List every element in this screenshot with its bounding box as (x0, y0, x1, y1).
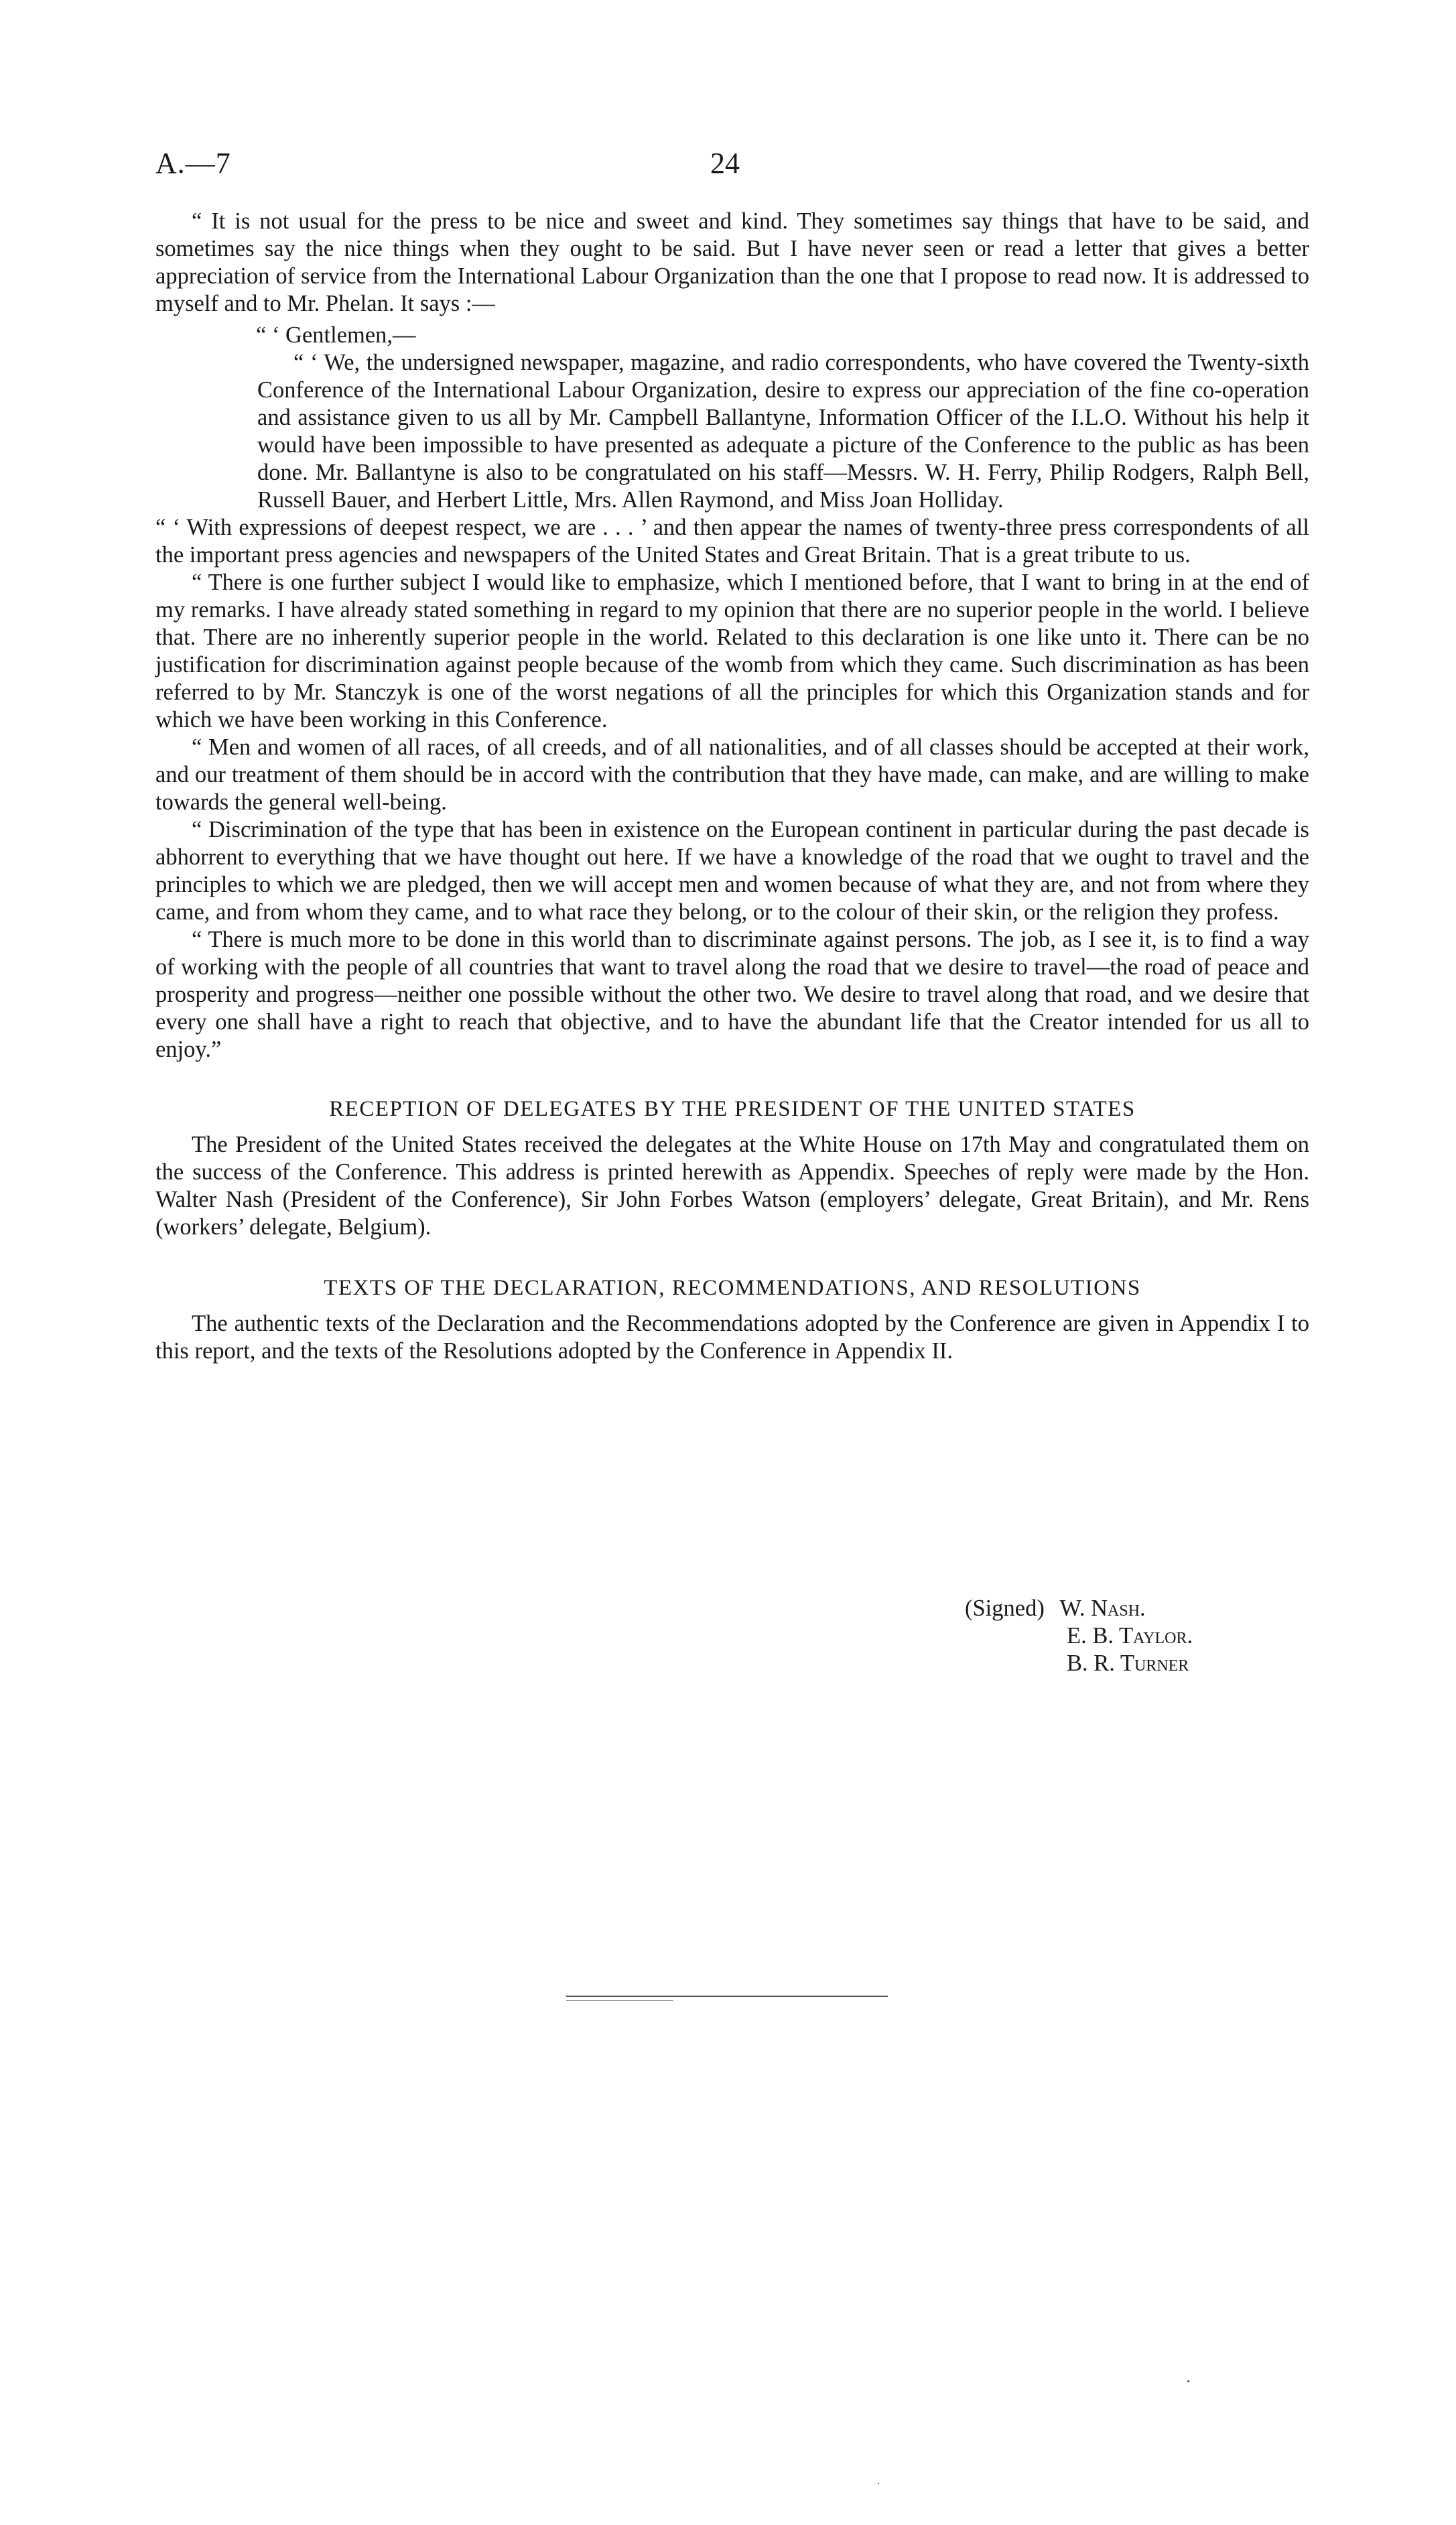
section-heading-texts: TEXTS OF THE DECLARATION, RECOMMENDATIONS, AND RESOLUTIONS (324, 1276, 1141, 1300)
paragraph-texts: The authentic texts of the Declaration and the Recommendations adopted by the Conference are given in Appendix I to this report, and the texts of the Resolutions adopted by the Conference in Appendix II. (155, 1311, 1309, 1364)
end-rule (566, 1996, 888, 1997)
quoted-letter: “ ‘ We, the undersigned newspaper, magazine, and radio correspondents, who have covered the Twenty-sixth Conference of the International Labour Organization, desire to express our appreciation of the fine co-operation and assistance given to us all by Mr. Campbell Ballantyne, Information Officer of the I.L.O. Without his help it would have been impossible to have presented as adequate a picture of the Conference to the public as has been done. Mr. Ballantyne is also to be congratulated on his staff—Messrs. W. H. Ferry, Philip Rodgers, Ralph Bell, Russell Bauer, and Herbert Little, Mrs. Allen Raymond, and Miss Joan Holliday. (257, 350, 1309, 513)
signatory-nash: W. Nash. (1059, 1596, 1146, 1621)
paragraph-reception: The President of the United States received the delegates at the White House on 17th May and congratulated them on the success of the Conference. This address is printed herewith as Appendix. Speeches of reply were made by the Hon. Walter Nash (President of the Conference), Sir John Forbes Watson (employers’ delegate, Great Britain), and Mr. Rens (workers’ delegate, Belgium). (155, 1132, 1309, 1240)
section-heading-reception: RECEPTION OF DELEGATES BY THE PRESIDENT OF THE UNITED STATES (329, 1097, 1136, 1121)
print-speck (1187, 2380, 1189, 2382)
signature-block (965, 1595, 1193, 1677)
end-rule-fragment (566, 2000, 673, 2001)
signed-label: (Signed) (965, 1596, 1045, 1621)
signatory-taylor: E. B. Taylor. (1067, 1623, 1193, 1648)
paragraph-quote-closing: “ ‘ With expressions of deepest respect, we are . . . ’ and then appear the names of twenty-three press correspondents of all the important press agencies and newspapers of the United States and Great Britain. That is a great tribute to us. (155, 515, 1309, 568)
paragraph-discrimination-europe: “ Discrimination of the type that has been in existence on the European continent in particular during the past decade is abhorrent to everything that we have thought out here. If we have a knowledge of the road that we ought to travel and the principles to which we are pledged, then we will accept men and women because of what they are, and not from where they came, and from whom they came, and to what race they belong, or to the colour of their skin, or the religion they profess. (155, 817, 1309, 925)
paragraph-discrimination-intro: “ There is one further subject I would like to emphasize, which I mentioned before, that I want to bring in at the end of my remarks. I have already stated something in regard to my opinion that there are no superior people in the world. I believe that. There are no inherently superior people in the world. Related to this declaration is one like unto it. There can be no justification for discrimination against people because of the womb from which they came. Such discrimination as has been referred to by Mr. Stanczyk is one of the worst negations of all the principles for which this Organization stands and for which we have been working in this Conference. (155, 570, 1309, 732)
print-speck (878, 2483, 879, 2484)
signatory-turner: B. R. Turner (1067, 1650, 1189, 1676)
main-text (155, 208, 1309, 1365)
quote-salutation: “ ‘ Gentlemen,— (256, 322, 416, 348)
document-reference: A.—7 (155, 147, 231, 180)
paragraph-men-and-women: “ Men and women of all races, of all creeds, and of all nationalities, and of all classes should be accepted at their work, and our treatment of them should be in accord with the contribution that they have made, can make, and are willing to make towards the general well-being. (155, 734, 1309, 815)
paragraph-much-more: “ There is much more to be done in this world than to discriminate against persons. The job, as I see it, is to find a way of working with the people of all countries that want to travel along the road that we desire to travel—the road of peace and prosperity and progress—neither one possible without the other two. We desire to travel along that road, and we desire that every one shall have a right to reach that objective, and to have the abundant life that the Creator intended for us all to enjoy.” (155, 927, 1309, 1062)
page-number: 24 (710, 147, 740, 180)
paragraph-press-intro: “ It is not usual for the press to be nice and sweet and kind. They sometimes say things that have to be said, and sometimes say the nice things when they ought to be said. But I have never seen or read a letter that gives a better appreciation of service from the International Labour Organization than the one that I propose to read now. It is addressed to myself and to Mr. Phelan. It says :— (155, 208, 1309, 316)
